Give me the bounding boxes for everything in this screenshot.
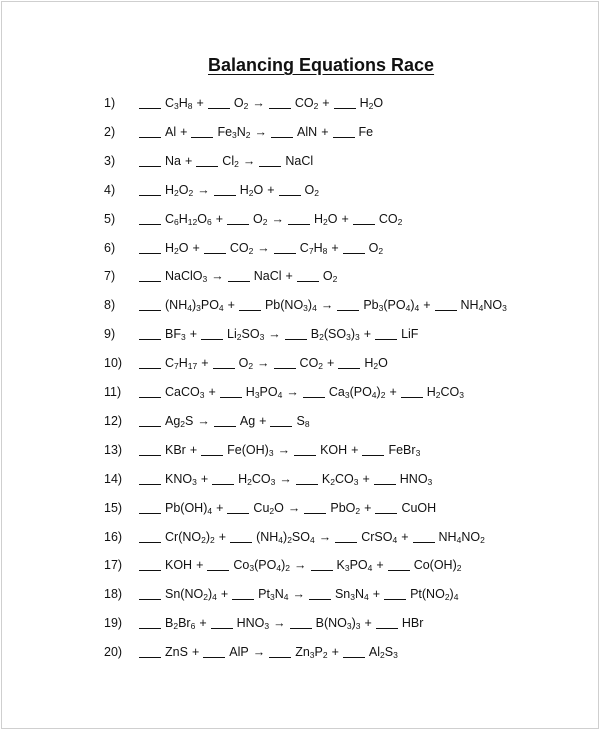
coefficient-blank bbox=[311, 569, 333, 571]
equation-number: 16) bbox=[104, 529, 123, 544]
equation-number: 19) bbox=[104, 616, 123, 631]
reaction-arrow: → bbox=[279, 471, 292, 486]
coefficient-blank bbox=[139, 512, 161, 514]
plus-sign: + bbox=[331, 645, 339, 660]
equation-number: 15) bbox=[104, 500, 123, 515]
coefficient-blank bbox=[375, 338, 397, 340]
coefficient-blank bbox=[227, 223, 249, 225]
equation-number: 4) bbox=[104, 182, 116, 197]
product-formula: $H_2O$ bbox=[239, 182, 264, 198]
reactant-formula: CaCO$_3$ bbox=[165, 385, 205, 400]
reactant-formula: AlP bbox=[229, 645, 249, 660]
coefficient-blank bbox=[333, 136, 355, 138]
plus-sign: + bbox=[267, 182, 275, 197]
reactant-formula: $C_3H_8$ bbox=[165, 96, 193, 111]
reactant-formula: $HNO_3$ bbox=[236, 616, 270, 632]
reactant-formula: $Pb(NO_3)_4$ bbox=[264, 298, 317, 314]
equation-number: 14) bbox=[104, 471, 123, 486]
reactant-formula: $Cl_2$ bbox=[222, 153, 239, 169]
product-formula: $S_8$ bbox=[296, 413, 310, 429]
equation-number: 17) bbox=[104, 558, 123, 573]
equation-number: 11) bbox=[104, 385, 122, 399]
chemical-equation bbox=[139, 641, 398, 663]
equation-number: 18) bbox=[104, 587, 123, 602]
coefficient-blank bbox=[230, 541, 252, 543]
chemical-equation bbox=[139, 92, 383, 114]
coefficient-blank bbox=[296, 483, 318, 485]
reaction-arrow: → bbox=[287, 500, 301, 515]
coefficient-blank bbox=[384, 598, 406, 600]
coefficient-blank bbox=[212, 483, 234, 485]
reaction-arrow: → bbox=[273, 616, 286, 631]
reaction-arrow: → bbox=[320, 298, 334, 313]
reactant-formula: $Pb(OH)_4$ bbox=[165, 500, 213, 516]
coefficient-blank bbox=[139, 367, 161, 369]
equation-number: 8) bbox=[104, 298, 116, 313]
product-formula: $Ca_3(PO_4)_2$ bbox=[328, 385, 386, 400]
reaction-arrow: → bbox=[211, 269, 224, 284]
product-formula: $H_2CO_3$ bbox=[426, 385, 464, 400]
coefficient-blank bbox=[139, 252, 161, 254]
reaction-arrow: → bbox=[197, 182, 210, 197]
chemical-equation bbox=[139, 554, 461, 576]
coefficient-blank bbox=[297, 280, 319, 282]
coefficient-blank bbox=[388, 569, 410, 571]
product-formula: $Co(OH)_2$ bbox=[413, 558, 462, 574]
coefficient-blank bbox=[208, 107, 230, 109]
coefficient-blank bbox=[139, 136, 161, 138]
plus-sign: + bbox=[189, 442, 198, 457]
coefficient-blank bbox=[207, 569, 229, 571]
chemical-equation bbox=[139, 237, 383, 259]
reactant-formula: $Cu_2O$ bbox=[253, 500, 284, 516]
plus-sign: + bbox=[216, 500, 224, 515]
coefficient-blank bbox=[303, 396, 325, 398]
product-formula: $B_2(SO_3)_3$ bbox=[310, 327, 360, 343]
coefficient-blank bbox=[271, 136, 293, 138]
chemical-equation bbox=[139, 294, 507, 316]
coefficient-blank bbox=[269, 107, 291, 109]
coefficient-blank bbox=[274, 367, 296, 369]
plus-sign: + bbox=[423, 298, 431, 313]
coefficient-blank bbox=[294, 454, 316, 456]
plus-sign: + bbox=[363, 327, 372, 342]
coefficient-blank bbox=[227, 512, 249, 514]
coefficient-blank bbox=[304, 512, 326, 514]
reaction-arrow: → bbox=[277, 442, 291, 457]
reactant-formula: $Co_3(PO_4)_2$ bbox=[233, 558, 290, 574]
chemical-equation bbox=[139, 121, 373, 143]
product-formula: LiF bbox=[401, 327, 419, 342]
product-formula: $Pt(NO_2)_4$ bbox=[410, 587, 459, 603]
product-formula: $O_2$ bbox=[304, 182, 320, 198]
chemical-equation bbox=[139, 612, 423, 634]
chemical-equation bbox=[139, 323, 418, 345]
reaction-arrow: → bbox=[252, 645, 266, 660]
equation-number: 1) bbox=[104, 96, 116, 110]
coefficient-blank bbox=[139, 454, 161, 456]
equation-number: 3) bbox=[104, 153, 116, 168]
plus-sign: + bbox=[285, 269, 293, 284]
coefficient-blank bbox=[213, 367, 235, 369]
equation-number: 10) bbox=[104, 356, 123, 371]
coefficient-blank bbox=[279, 194, 301, 196]
coefficient-blank bbox=[139, 627, 161, 629]
plus-sign: + bbox=[208, 385, 216, 399]
coefficient-blank bbox=[214, 194, 236, 196]
plus-sign: + bbox=[189, 327, 198, 342]
plus-sign: + bbox=[196, 96, 204, 110]
equation-number: 13) bbox=[104, 442, 123, 457]
coefficient-blank bbox=[270, 425, 292, 427]
coefficient-blank bbox=[139, 598, 161, 600]
coefficient-blank bbox=[139, 107, 161, 109]
plus-sign: + bbox=[218, 529, 227, 544]
reaction-arrow: → bbox=[286, 385, 299, 399]
plus-sign: + bbox=[401, 529, 409, 544]
reactant-formula: $Sn(NO_2)_4$ bbox=[165, 587, 217, 603]
coefficient-blank bbox=[139, 483, 161, 485]
coefficient-blank bbox=[139, 425, 161, 427]
product-formula: $O_2$ bbox=[322, 269, 338, 285]
reactant-formula: NaClO$_3$ bbox=[165, 269, 208, 285]
coefficient-blank bbox=[338, 367, 360, 369]
coefficient-blank bbox=[343, 656, 365, 658]
equation-number: 9) bbox=[104, 327, 116, 342]
product-formula: $H_2O$ bbox=[364, 356, 388, 372]
coefficient-blank bbox=[196, 165, 218, 167]
reaction-arrow: → bbox=[197, 413, 210, 428]
reactant-formula: KOH bbox=[165, 558, 193, 573]
product-formula: AlN bbox=[297, 124, 318, 139]
coefficient-blank bbox=[288, 223, 310, 225]
coefficient-blank bbox=[362, 454, 384, 456]
coefficient-blank bbox=[201, 454, 223, 456]
product-formula: $K_3PO_4$ bbox=[336, 558, 373, 574]
reactant-formula: $BF_3$ bbox=[165, 327, 186, 343]
product-formula: FeBr$_3$ bbox=[388, 442, 421, 458]
reactant-formula: Na bbox=[165, 153, 181, 168]
reactant-formula: $B_2Br_6$ bbox=[165, 616, 196, 632]
plus-sign: + bbox=[215, 211, 224, 226]
coefficient-blank bbox=[343, 252, 365, 254]
product-formula: KOH bbox=[320, 442, 348, 457]
coefficient-blank bbox=[269, 656, 291, 658]
coefficient-blank bbox=[139, 541, 161, 543]
reactant-formula: $O_2$ bbox=[238, 356, 254, 372]
coefficient-blank bbox=[274, 252, 296, 254]
plus-sign: + bbox=[180, 124, 188, 139]
coefficient-blank bbox=[201, 338, 223, 340]
product-formula: $H_2O$ bbox=[314, 211, 338, 227]
plus-sign: + bbox=[327, 356, 335, 371]
reaction-arrow: → bbox=[254, 124, 268, 139]
reactant-formula: $O_2$ bbox=[253, 211, 268, 227]
chemical-equation bbox=[139, 179, 319, 201]
coefficient-blank bbox=[334, 107, 356, 109]
product-formula: $H_2O$ bbox=[359, 96, 384, 111]
coefficient-blank bbox=[375, 512, 397, 514]
coefficient-blank bbox=[335, 541, 357, 543]
coefficient-blank bbox=[374, 483, 396, 485]
plus-sign: + bbox=[227, 298, 235, 313]
product-formula: CuOH bbox=[401, 500, 437, 515]
coefficient-blank bbox=[139, 656, 161, 658]
chemical-equation bbox=[139, 497, 436, 519]
coefficient-blank bbox=[401, 396, 423, 398]
equation-number: 5) bbox=[104, 211, 116, 226]
page-title: Balancing Equations Race bbox=[208, 55, 435, 75]
coefficient-blank bbox=[259, 165, 281, 167]
coefficient-blank bbox=[376, 627, 398, 629]
coefficient-blank bbox=[211, 627, 233, 629]
plus-sign: + bbox=[184, 153, 193, 168]
product-formula: $NH_4NO_2$ bbox=[438, 529, 485, 545]
coefficient-blank bbox=[139, 396, 161, 398]
plus-sign: + bbox=[321, 124, 329, 139]
plus-sign: + bbox=[322, 96, 330, 110]
reactant-formula: $C_7H_{17}$ bbox=[165, 356, 198, 372]
plus-sign: + bbox=[220, 587, 229, 602]
reactant-formula: $Ag_2S$ bbox=[165, 413, 194, 429]
plus-sign: + bbox=[191, 645, 200, 660]
product-formula: $CO_2$ bbox=[299, 356, 324, 372]
product-formula: $Zn_3P_2$ bbox=[295, 645, 328, 661]
plus-sign: + bbox=[364, 616, 372, 631]
chemical-equation bbox=[139, 150, 313, 172]
coefficient-blank bbox=[413, 541, 435, 543]
equation-number: 12) bbox=[104, 413, 123, 428]
coefficient-blank bbox=[204, 252, 226, 254]
coefficient-blank bbox=[139, 165, 161, 167]
chemical-equation bbox=[139, 468, 432, 490]
product-formula: $NH_4NO_3$ bbox=[460, 298, 507, 314]
coefficient-blank bbox=[203, 656, 225, 658]
product-formula: $O_2$ bbox=[368, 240, 384, 256]
chemical-equation bbox=[139, 352, 388, 374]
coefficient-blank bbox=[232, 598, 254, 600]
plus-sign: + bbox=[201, 356, 209, 371]
reactant-formula: $O_2$ bbox=[233, 96, 249, 111]
product-formula: $CO_2$ bbox=[378, 211, 403, 227]
product-formula: CrSO$_4$ bbox=[361, 529, 398, 545]
plus-sign: + bbox=[362, 471, 370, 486]
coefficient-blank bbox=[214, 425, 236, 427]
chemical-equation bbox=[139, 208, 402, 230]
reactant-formula: $C_6H_{12}O_6$ bbox=[165, 211, 212, 227]
coefficient-blank bbox=[139, 194, 161, 196]
coefficient-blank bbox=[353, 223, 375, 225]
reactant-formula: KBr bbox=[165, 442, 186, 457]
chemical-equation bbox=[139, 381, 464, 403]
reactant-formula: $Fe(OH)_3$ bbox=[227, 442, 274, 458]
product-formula: $K_2CO_3$ bbox=[321, 471, 359, 487]
reactant-formula: $(NH_4)_2SO_4$ bbox=[256, 529, 315, 545]
plus-sign: + bbox=[341, 211, 349, 226]
reactant-formula: $H_2O$ bbox=[165, 240, 189, 256]
reaction-arrow: → bbox=[294, 558, 307, 573]
reactant-formula: $H_3PO_4$ bbox=[245, 385, 283, 400]
reaction-arrow: → bbox=[271, 211, 285, 226]
plus-sign: + bbox=[364, 500, 372, 515]
coefficient-blank bbox=[220, 396, 242, 398]
product-formula: $Sn_3N_4$ bbox=[334, 587, 369, 603]
reactant-formula: $KNO_3$ bbox=[165, 471, 197, 487]
product-formula: $Pb_3(PO_4)_4$ bbox=[363, 298, 420, 314]
product-formula: Ag bbox=[239, 413, 256, 428]
equation-number: 20) bbox=[104, 645, 123, 660]
coefficient-blank bbox=[139, 280, 161, 282]
chemical-equation bbox=[139, 265, 337, 287]
product-formula: Fe bbox=[358, 124, 374, 139]
chemical-equation bbox=[139, 439, 420, 461]
plus-sign: + bbox=[259, 413, 267, 428]
product-formula: NaCl bbox=[285, 153, 314, 168]
product-formula: $B(NO_3)_3$ bbox=[315, 616, 361, 632]
coefficient-blank bbox=[309, 598, 331, 600]
equation-number: 2) bbox=[104, 124, 116, 139]
plus-sign: + bbox=[199, 616, 207, 631]
chemical-equation bbox=[139, 410, 310, 432]
plus-sign: + bbox=[372, 587, 381, 602]
coefficient-blank bbox=[139, 223, 161, 225]
reaction-arrow: → bbox=[242, 153, 256, 168]
plus-sign: + bbox=[192, 240, 200, 255]
coefficient-blank bbox=[285, 338, 307, 340]
reactant-formula: ZnS bbox=[165, 645, 188, 660]
chemical-equation bbox=[139, 583, 458, 605]
coefficient-blank bbox=[191, 136, 213, 138]
product-formula: NaCl bbox=[253, 269, 282, 284]
product-formula: $C_7H_8$ bbox=[299, 240, 328, 256]
coefficient-blank bbox=[337, 309, 359, 311]
reactant-formula: $(NH_4)_3PO_4$ bbox=[165, 298, 224, 314]
reaction-arrow: → bbox=[268, 327, 281, 342]
plus-sign: + bbox=[331, 240, 339, 255]
reaction-arrow: → bbox=[318, 529, 332, 544]
reactant-formula: $Li_2SO_3$ bbox=[227, 327, 265, 343]
coefficient-blank bbox=[290, 627, 312, 629]
reactant-formula: $Cr(NO_2)_2$ bbox=[165, 529, 215, 545]
coefficient-blank bbox=[228, 280, 250, 282]
coefficient-blank bbox=[139, 338, 161, 340]
reactant-formula: $H_2O_2$ bbox=[165, 182, 194, 198]
product-formula: PbO$_2$ bbox=[330, 500, 361, 516]
plus-sign: + bbox=[200, 471, 209, 486]
reaction-arrow: → bbox=[257, 240, 270, 255]
reactant-formula: $Fe_3N_2$ bbox=[217, 124, 251, 140]
plus-sign: + bbox=[196, 558, 204, 573]
coefficient-blank bbox=[139, 569, 161, 571]
reactant-formula: Al bbox=[165, 124, 177, 139]
coefficient-blank bbox=[239, 309, 261, 311]
plus-sign: + bbox=[351, 442, 359, 457]
product-formula: HBr bbox=[401, 616, 424, 631]
reaction-arrow: → bbox=[252, 96, 265, 110]
coefficient-blank bbox=[435, 309, 457, 311]
product-formula: $HNO_3$ bbox=[399, 471, 433, 487]
reactant-formula: $CO_2$ bbox=[229, 240, 254, 256]
reactant-formula: $H_2CO_3$ bbox=[238, 471, 276, 487]
equation-number: 6) bbox=[104, 240, 116, 255]
plus-sign: + bbox=[376, 558, 384, 573]
reaction-arrow: → bbox=[292, 587, 305, 602]
product-formula: $CO_2$ bbox=[294, 96, 319, 111]
reaction-arrow: → bbox=[257, 356, 270, 371]
chemical-equation bbox=[139, 526, 485, 548]
plus-sign: + bbox=[389, 385, 397, 399]
coefficient-blank bbox=[139, 309, 161, 311]
equation-number: 7) bbox=[104, 269, 116, 284]
reactant-formula: $Pt_3N_4$ bbox=[258, 587, 289, 603]
product-formula: $Al_2S_3$ bbox=[368, 645, 398, 661]
